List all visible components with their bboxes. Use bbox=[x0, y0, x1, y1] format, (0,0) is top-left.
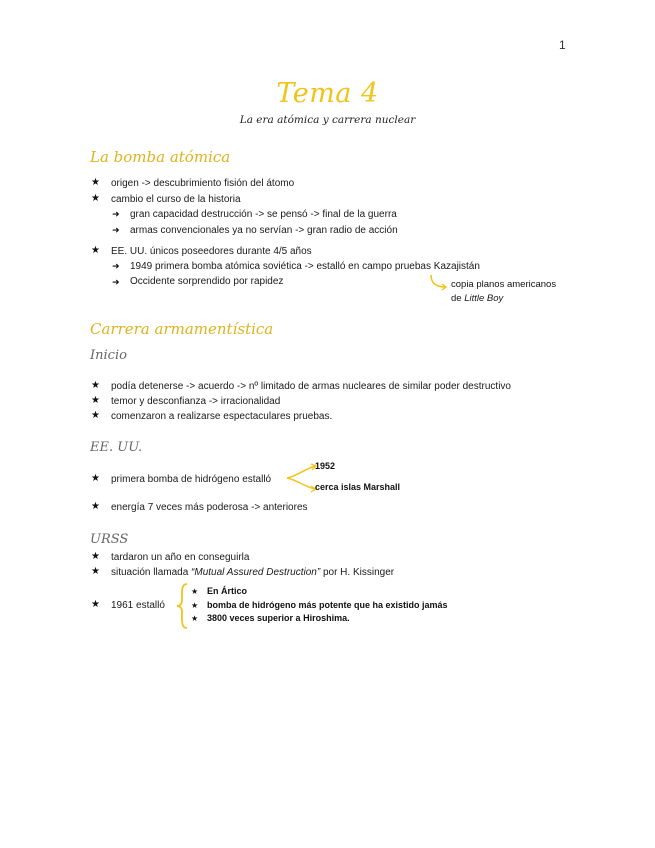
situacion-italic: “Mutual Assured Destruction” bbox=[191, 567, 321, 578]
curved-arrow-icon bbox=[428, 274, 450, 292]
star-bullet-icon: ★ bbox=[191, 587, 199, 596]
branch-year: 1952 bbox=[315, 461, 336, 471]
list-item: primera bomba de hidrógeno estalló bbox=[111, 474, 272, 485]
arrow-bullet-icon: ➜ bbox=[112, 261, 120, 271]
star-bullet-icon: ★ bbox=[91, 599, 100, 610]
page-title: Tema 4 bbox=[276, 78, 379, 109]
note-italic: Little Boy bbox=[464, 293, 504, 304]
branch-arrows-icon bbox=[285, 462, 319, 494]
star-bullet-icon: ★ bbox=[91, 473, 100, 484]
list-item bbox=[111, 566, 394, 579]
list-item: Occidente sorprendido por rapidez bbox=[130, 276, 284, 287]
list-item: temor y desconfianza -> irracionalidad bbox=[111, 396, 281, 407]
arrow-bullet-icon: ➜ bbox=[112, 209, 120, 219]
list-item: armas convencionales ya no servían -> gran radio de acción bbox=[130, 225, 398, 236]
star-bullet-icon: ★ bbox=[91, 395, 100, 406]
subsection-heading-urss: URSS bbox=[90, 532, 129, 547]
star-bullet-icon: ★ bbox=[91, 380, 100, 391]
list-item: comenzaron a realizarse espectaculares pruebas. bbox=[111, 411, 333, 422]
note-line: copia planos americanos bbox=[451, 279, 557, 290]
star-bullet-icon: ★ bbox=[91, 245, 100, 256]
list-item: tardaron un año en conseguirla bbox=[111, 552, 250, 563]
list-item: cambio el curso de la historia bbox=[111, 194, 241, 205]
sub-list-item: bomba de hidrógeno más potente que ha existido jamás bbox=[207, 600, 448, 610]
star-bullet-icon: ★ bbox=[191, 601, 199, 610]
list-item: EE. UU. únicos poseedores durante 4/5 años bbox=[111, 246, 312, 257]
list-item: 1949 primera bomba atómica soviética -> estalló en campo pruebas Kazajistán bbox=[130, 261, 480, 272]
star-bullet-icon: ★ bbox=[91, 177, 100, 188]
list-item: gran capacidad destrucción -> se pensó -> final de la guerra bbox=[130, 209, 397, 220]
situacion-suffix: por H. Kissinger bbox=[320, 567, 395, 578]
arrow-bullet-icon: ➜ bbox=[112, 277, 120, 287]
curly-brace-icon bbox=[175, 582, 189, 630]
star-bullet-icon: ★ bbox=[91, 410, 100, 421]
branch-place: cerca islas Marshall bbox=[315, 482, 401, 492]
subsection-heading-eeuu: EE. UU. bbox=[90, 440, 143, 455]
page-subtitle: La era atómica y carrera nuclear bbox=[239, 114, 416, 126]
star-bullet-icon: ★ bbox=[91, 551, 100, 562]
star-bullet-icon: ★ bbox=[191, 614, 199, 623]
list-item: podía detenerse -> acuerdo -> nº limitado de armas nucleares de similar poder destructivo bbox=[111, 381, 511, 392]
note-line bbox=[451, 293, 503, 304]
situacion-prefix: situación llamada bbox=[111, 567, 192, 578]
page-number: 1 bbox=[559, 38, 566, 52]
list-item: origen -> descubrimiento fisión del átomo bbox=[111, 178, 295, 189]
star-bullet-icon: ★ bbox=[91, 501, 100, 512]
note-prefix: de bbox=[451, 293, 465, 304]
section-heading-bomba: La bomba atómica bbox=[90, 148, 231, 166]
star-bullet-icon: ★ bbox=[91, 193, 100, 204]
star-bullet-icon: ★ bbox=[91, 566, 100, 577]
arrow-bullet-icon: ➜ bbox=[112, 225, 120, 235]
section-heading-carrera: Carrera armamentística bbox=[90, 320, 274, 338]
list-item: energía 7 veces más poderosa -> anteriores bbox=[111, 502, 308, 513]
sub-list-item: En Ártico bbox=[207, 586, 248, 596]
list-item: 1961 estalló bbox=[111, 600, 165, 611]
subsection-heading-inicio: Inicio bbox=[90, 348, 127, 363]
sub-list-item: 3800 veces superior a Hiroshima. bbox=[207, 613, 350, 623]
